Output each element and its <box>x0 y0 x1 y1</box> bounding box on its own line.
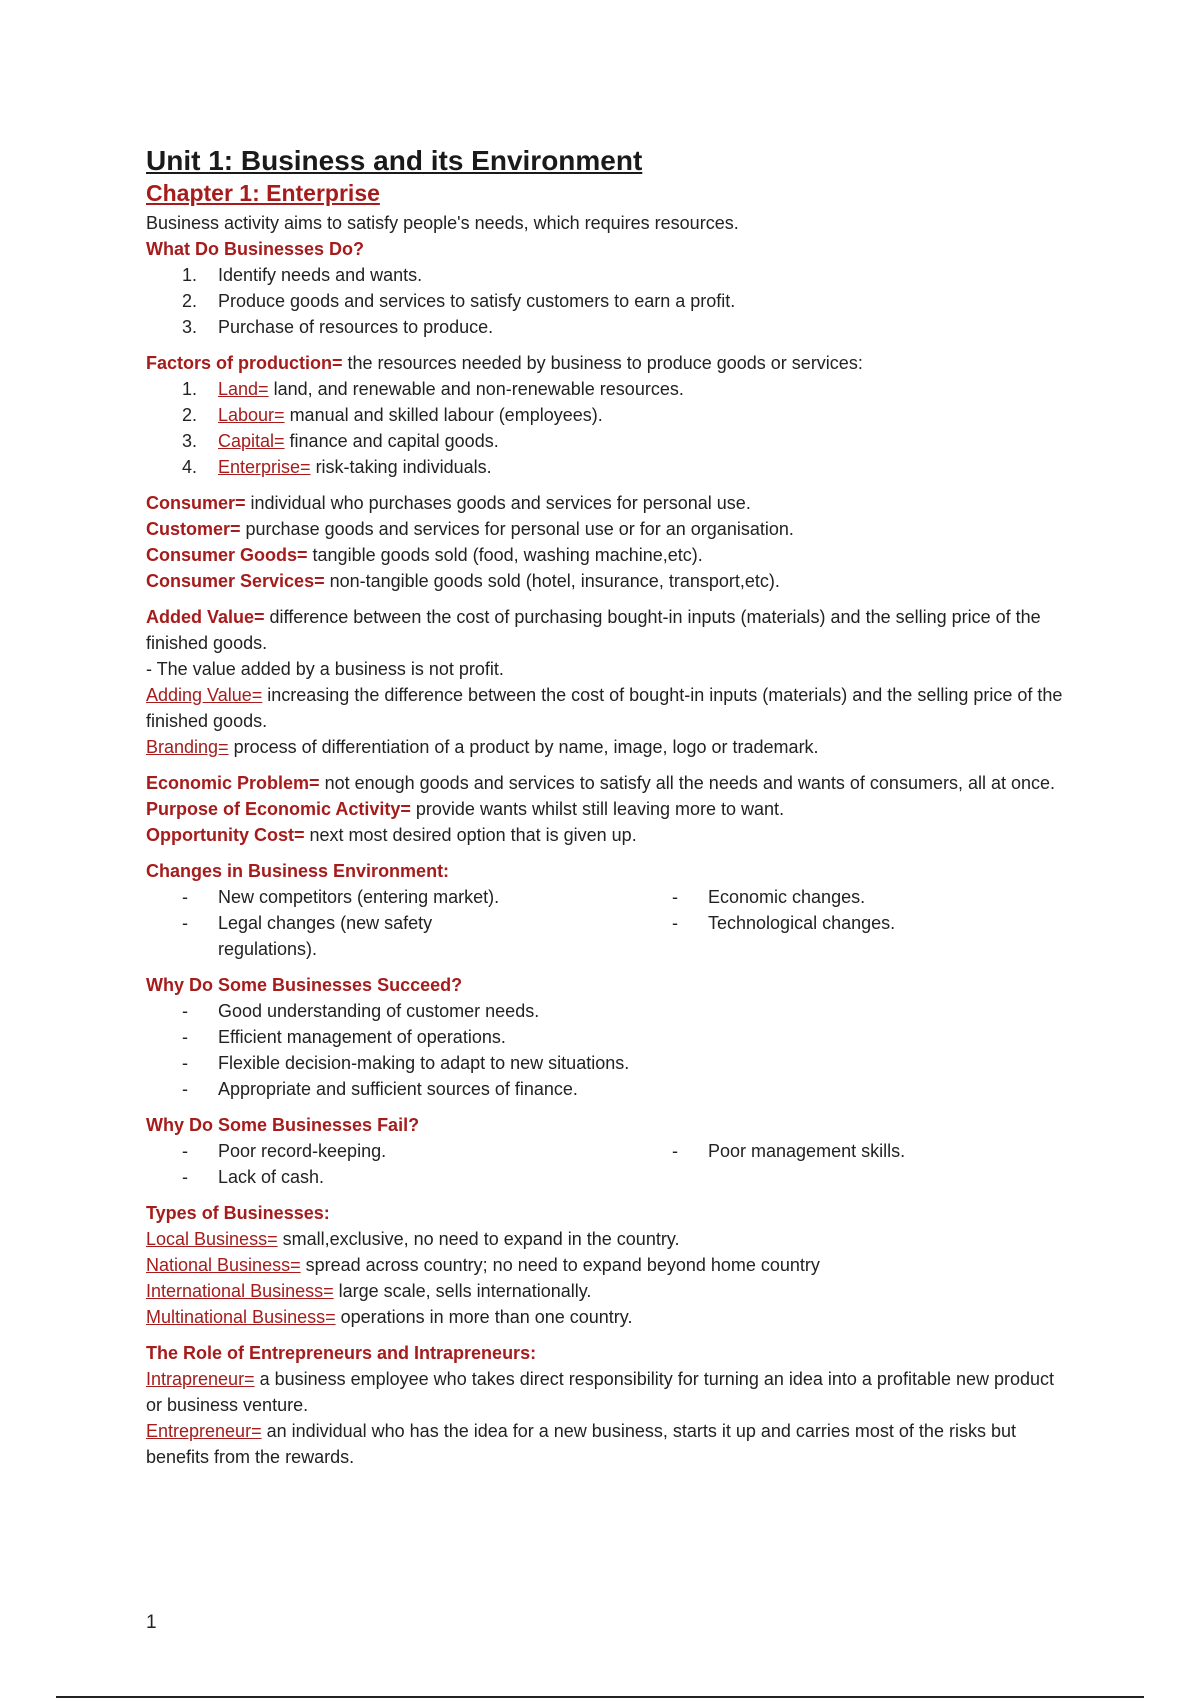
list-text: Efficient management of operations. <box>218 1027 506 1047</box>
list-item <box>636 1138 1066 1164</box>
list-text: Lack of cash. <box>218 1167 325 1187</box>
definition-term: Purpose of Economic Activity= <box>146 799 411 819</box>
list-text: Purchase of resources to produce. <box>218 317 494 337</box>
definition-line <box>146 568 1066 594</box>
fail-heading: Why Do Some Businesses Fail? <box>146 1115 420 1135</box>
list-text: Produce goods and services to satisfy customers to earn a profit. <box>218 291 736 311</box>
bullet-dash: - <box>182 1027 188 1047</box>
definition-term: Consumer Goods= <box>146 545 308 565</box>
list-text: Appropriate and sufficient sources of finance. <box>218 1079 578 1099</box>
branding-line <box>146 734 1066 760</box>
what-do-heading: What Do Businesses Do? <box>146 239 365 259</box>
added-value-line <box>146 604 1066 656</box>
definition-line <box>146 516 1066 542</box>
bullet-dash: - <box>182 887 188 907</box>
entrepreneur-line <box>146 1418 1066 1470</box>
bullet-dash: - <box>182 1141 188 1161</box>
list-item <box>146 1024 1066 1050</box>
bullet-dash: - <box>182 1079 188 1099</box>
list-text: risk-taking individuals. <box>310 457 492 477</box>
definition-line <box>146 490 1066 516</box>
factors-definition <box>146 350 1066 376</box>
list-text: Economic changes. <box>708 887 866 907</box>
fail-left-list <box>146 1138 636 1190</box>
definition-term: Customer= <box>146 519 241 539</box>
bullet-dash: - <box>182 913 188 933</box>
entrepreneurs-heading: The Role of Entrepreneurs and Intrapreneurs: <box>146 1343 537 1363</box>
list-item <box>146 288 1066 314</box>
definition-text: purchase goods and services for personal use or for an organisation. <box>240 519 794 539</box>
intrapreneur-line <box>146 1366 1066 1418</box>
list-item <box>146 998 1066 1024</box>
list-number: 2. <box>182 405 198 425</box>
definition-line <box>146 1278 1066 1304</box>
list-item <box>146 314 1066 340</box>
definition-line <box>146 1226 1066 1252</box>
value-section <box>146 604 1066 760</box>
term-link: International Business= <box>146 1281 334 1301</box>
list-text: Legal changes (new safety regulations). <box>218 913 433 959</box>
definition-term: Opportunity Cost= <box>146 825 305 845</box>
definition-text: tangible goods sold (food, washing machine,etc). <box>307 545 703 565</box>
bullet-dash: - <box>672 1141 678 1161</box>
fail-right-list <box>636 1138 1066 1190</box>
list-number: 1. <box>182 379 198 399</box>
term-link: National Business= <box>146 1255 301 1275</box>
changes-right-list <box>636 884 1066 962</box>
value-note: - The value added by a business is not profit. <box>146 659 504 679</box>
list-text: New competitors (entering market). <box>218 887 500 907</box>
list-text: land, and renewable and non-renewable resources. <box>268 379 684 399</box>
definition-term: Consumer Services= <box>146 571 325 591</box>
list-number: 3. <box>182 317 198 337</box>
list-item <box>146 1076 1066 1102</box>
definition-text: large scale, sells internationally. <box>333 1281 592 1301</box>
footer-divider <box>56 1696 1144 1698</box>
definition-text: operations in more than one country. <box>335 1307 633 1327</box>
what-do-list <box>146 262 1066 340</box>
term-link: Adding Value= <box>146 685 263 705</box>
list-number: 4. <box>182 457 198 477</box>
bullet-dash: - <box>182 1053 188 1073</box>
chapter-title: Chapter 1: Enterprise <box>146 180 380 206</box>
list-number: 3. <box>182 431 198 451</box>
list-item <box>146 262 1066 288</box>
unit-title: Unit 1: Business and its Environment <box>146 145 643 176</box>
definition-text: a business employee who takes direct responsibility for turning an idea into a profitable new product or business venture. <box>146 1369 1055 1415</box>
factors-list <box>146 376 1066 480</box>
list-text: Identify needs and wants. <box>218 265 423 285</box>
term-link: Local Business= <box>146 1229 278 1249</box>
definition-text: provide wants whilst still leaving more to want. <box>410 799 785 819</box>
list-number: 1. <box>182 265 198 285</box>
list-item <box>636 910 1066 936</box>
term-link: Land= <box>218 379 269 399</box>
bullet-dash: - <box>672 913 678 933</box>
definition-text: individual who purchases goods and services for personal use. <box>245 493 751 513</box>
definition-text: an individual who has the idea for a new business, starts it up and carries most of the risks but benefits from the rewards. <box>146 1421 1016 1467</box>
list-text: finance and capital goods. <box>284 431 499 451</box>
list-item <box>146 428 1066 454</box>
term-link: Capital= <box>218 431 285 451</box>
definition-text: small,exclusive, no need to expand in the country. <box>277 1229 680 1249</box>
list-text: Flexible decision-making to adapt to new situations. <box>218 1053 630 1073</box>
list-item <box>146 1050 1066 1076</box>
definition-text: increasing the difference between the cost of bought-in inputs (materials) and the selling price of the finished goods. <box>146 685 1063 731</box>
term-link: Branding= <box>146 737 229 757</box>
definition-term: Added Value= <box>146 607 265 627</box>
definition-line <box>146 822 1066 848</box>
list-number: 2. <box>182 291 198 311</box>
bullet-dash: - <box>182 1167 188 1187</box>
term-link: Labour= <box>218 405 285 425</box>
list-item <box>146 402 1066 428</box>
document-page <box>146 144 1066 1470</box>
definition-line <box>146 796 1066 822</box>
succeed-heading: Why Do Some Businesses Succeed? <box>146 975 463 995</box>
definition-text: next most desired option that is given up. <box>304 825 637 845</box>
bullet-dash: - <box>182 1001 188 1021</box>
factors-term: Factors of production= <box>146 353 343 373</box>
definition-line <box>146 1252 1066 1278</box>
definition-text: difference between the cost of purchasing bought-in inputs (materials) and the selling price of the finished goods. <box>146 607 1041 653</box>
bullet-dash: - <box>672 887 678 907</box>
fail-columns <box>146 1138 1066 1190</box>
list-text: Good understanding of customer needs. <box>218 1001 540 1021</box>
changes-left-list <box>146 884 636 962</box>
definition-line <box>146 1304 1066 1330</box>
list-item <box>146 1164 636 1190</box>
succeed-list <box>146 998 1066 1102</box>
definition-text: spread across country; no need to expand beyond home country <box>300 1255 820 1275</box>
list-item <box>146 910 636 962</box>
list-item <box>146 884 636 910</box>
list-item <box>146 1138 636 1164</box>
definition-text: process of differentiation of a product by name, image, logo or trademark. <box>228 737 819 757</box>
definition-line <box>146 542 1066 568</box>
definition-line <box>146 770 1066 796</box>
list-text: Poor management skills. <box>708 1141 906 1161</box>
list-text: Poor record-keeping. <box>218 1141 387 1161</box>
adding-value-line <box>146 682 1066 734</box>
definition-text: not enough goods and services to satisfy all the needs and wants of consumers, all at once. <box>319 773 1056 793</box>
changes-heading: Changes in Business Environment: <box>146 861 450 881</box>
page-number: 1 <box>146 1612 157 1633</box>
term-link: Entrepreneur= <box>146 1421 262 1441</box>
definition-term: Economic Problem= <box>146 773 320 793</box>
list-text: Technological changes. <box>708 913 896 933</box>
list-text: manual and skilled labour (employees). <box>284 405 603 425</box>
list-item <box>636 884 1066 910</box>
consumer-definitions <box>146 490 1066 594</box>
term-link: Intrapreneur= <box>146 1369 255 1389</box>
definition-text: non-tangible goods sold (hotel, insurance, transport,etc). <box>324 571 780 591</box>
changes-columns <box>146 884 1066 962</box>
list-item <box>146 376 1066 402</box>
economic-section <box>146 770 1066 848</box>
types-heading: Types of Businesses: <box>146 1203 330 1223</box>
list-item <box>146 454 1066 480</box>
term-link: Enterprise= <box>218 457 311 477</box>
intro-text: Business activity aims to satisfy people's needs, which requires resources. <box>146 213 739 233</box>
term-link: Multinational Business= <box>146 1307 336 1327</box>
definition-term: Consumer= <box>146 493 246 513</box>
factors-text: the resources needed by business to produce goods or services: <box>342 353 863 373</box>
